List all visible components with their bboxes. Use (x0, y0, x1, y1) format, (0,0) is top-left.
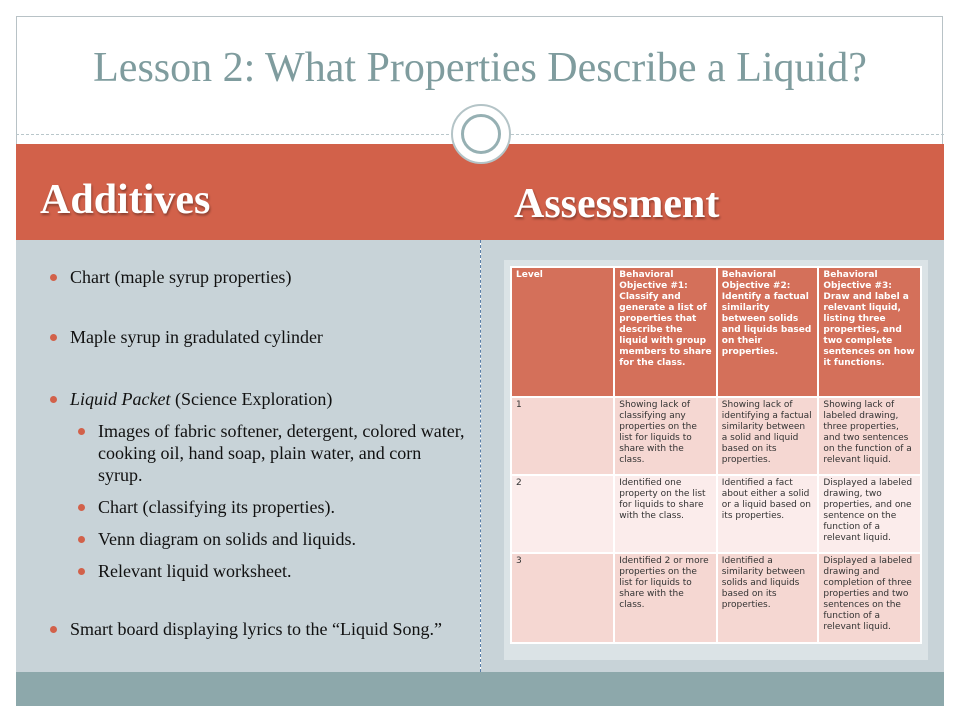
table-cell: Showing lack of classifying any properties on the list for liquids to share with the class. (614, 397, 717, 475)
list-item-text: Images of fabric softener, detergent, colored water, cooking oil, hand soap, plain water, and corn syrup. (98, 421, 465, 485)
list-item-text: Chart (classifying its properties). (98, 497, 335, 517)
column-header: Level (511, 267, 614, 397)
list-item-italic: Liquid Packet (70, 389, 171, 409)
column-header: Behavioral Objective #3: Draw and label a relevant liquid, listing three properties, and two complete sentences on how it functions. (818, 267, 921, 397)
table-cell: Identified one property on the list for liquids to share with the class. (614, 475, 717, 553)
column-divider (480, 240, 481, 672)
table-cell: Identified a similarity between solids and liquids based on its properties. (717, 553, 819, 643)
list-item-text: Maple syrup in gradulated cylinder (70, 327, 323, 347)
list-item-text: Chart (maple syrup properties) (70, 267, 292, 287)
table-cell: Identified 2 or more properties on the list for liquids to share with the class. (614, 553, 717, 643)
table-cell: 1 (511, 397, 614, 475)
list-item (46, 618, 466, 640)
slide-title: Lesson 2: What Properties Describe a Liquid? (93, 45, 867, 91)
list-item (46, 266, 466, 288)
bullet-icon (50, 334, 57, 341)
bullet-icon (78, 568, 85, 575)
bullet-icon (50, 274, 57, 281)
sub-list-item (46, 528, 466, 550)
table-cell: Showing lack of labeled drawing, three properties, and two sentences on the function of a relevant liquid. (818, 397, 921, 475)
bullet-icon (78, 536, 85, 543)
table-header-row (511, 267, 921, 397)
additives-list (46, 264, 466, 640)
list-item-text: Venn diagram on solids and liquids. (98, 529, 356, 549)
table-cell: 3 (511, 553, 614, 643)
circle-ornament (451, 104, 511, 164)
sub-list-item (46, 496, 466, 518)
footer-band (16, 672, 944, 706)
table-cell: Showing lack of identifying a factual similarity between a solid and liquid based on its properties. (717, 397, 819, 475)
sub-list-item (46, 560, 466, 582)
bullet-icon (50, 626, 57, 633)
list-item (46, 388, 466, 410)
list-item (46, 326, 466, 348)
table-row (511, 397, 921, 475)
table-row (511, 553, 921, 643)
additives-heading: Additives (40, 177, 211, 223)
circle-ornament-inner (461, 114, 501, 154)
table-cell: Displayed a labeled drawing and completion of three properties and two sentences on the function of a relevant liquid. (818, 553, 921, 643)
bullet-icon (78, 428, 85, 435)
column-header: Behavioral Objective #1: Classify and generate a list of properties that describe the liquid with group members to share for the class. (614, 267, 717, 397)
assessment-heading: Assessment (514, 181, 720, 227)
bullet-icon (50, 396, 57, 403)
column-header: Behavioral Objective #2: Identify a factual similarity between solids and liquids based on their properties. (717, 267, 819, 397)
table-row (511, 475, 921, 553)
bullet-icon (78, 504, 85, 511)
assessment-table-container (504, 260, 928, 660)
list-item-text: Smart board displaying lyrics to the “Liquid Song.” (70, 619, 442, 639)
list-item-text: (Science Exploration) (170, 389, 333, 409)
list-item-text: Relevant liquid worksheet. (98, 561, 292, 581)
table-cell: Displayed a labeled drawing, two properties, and one sentence on the function of a relevant liquid. (818, 475, 921, 553)
table-cell: Identified a fact about either a solid or a liquid based on its properties. (717, 475, 819, 553)
sub-list-item (46, 420, 466, 486)
assessment-rubric-table (510, 266, 922, 644)
table-cell: 2 (511, 475, 614, 553)
